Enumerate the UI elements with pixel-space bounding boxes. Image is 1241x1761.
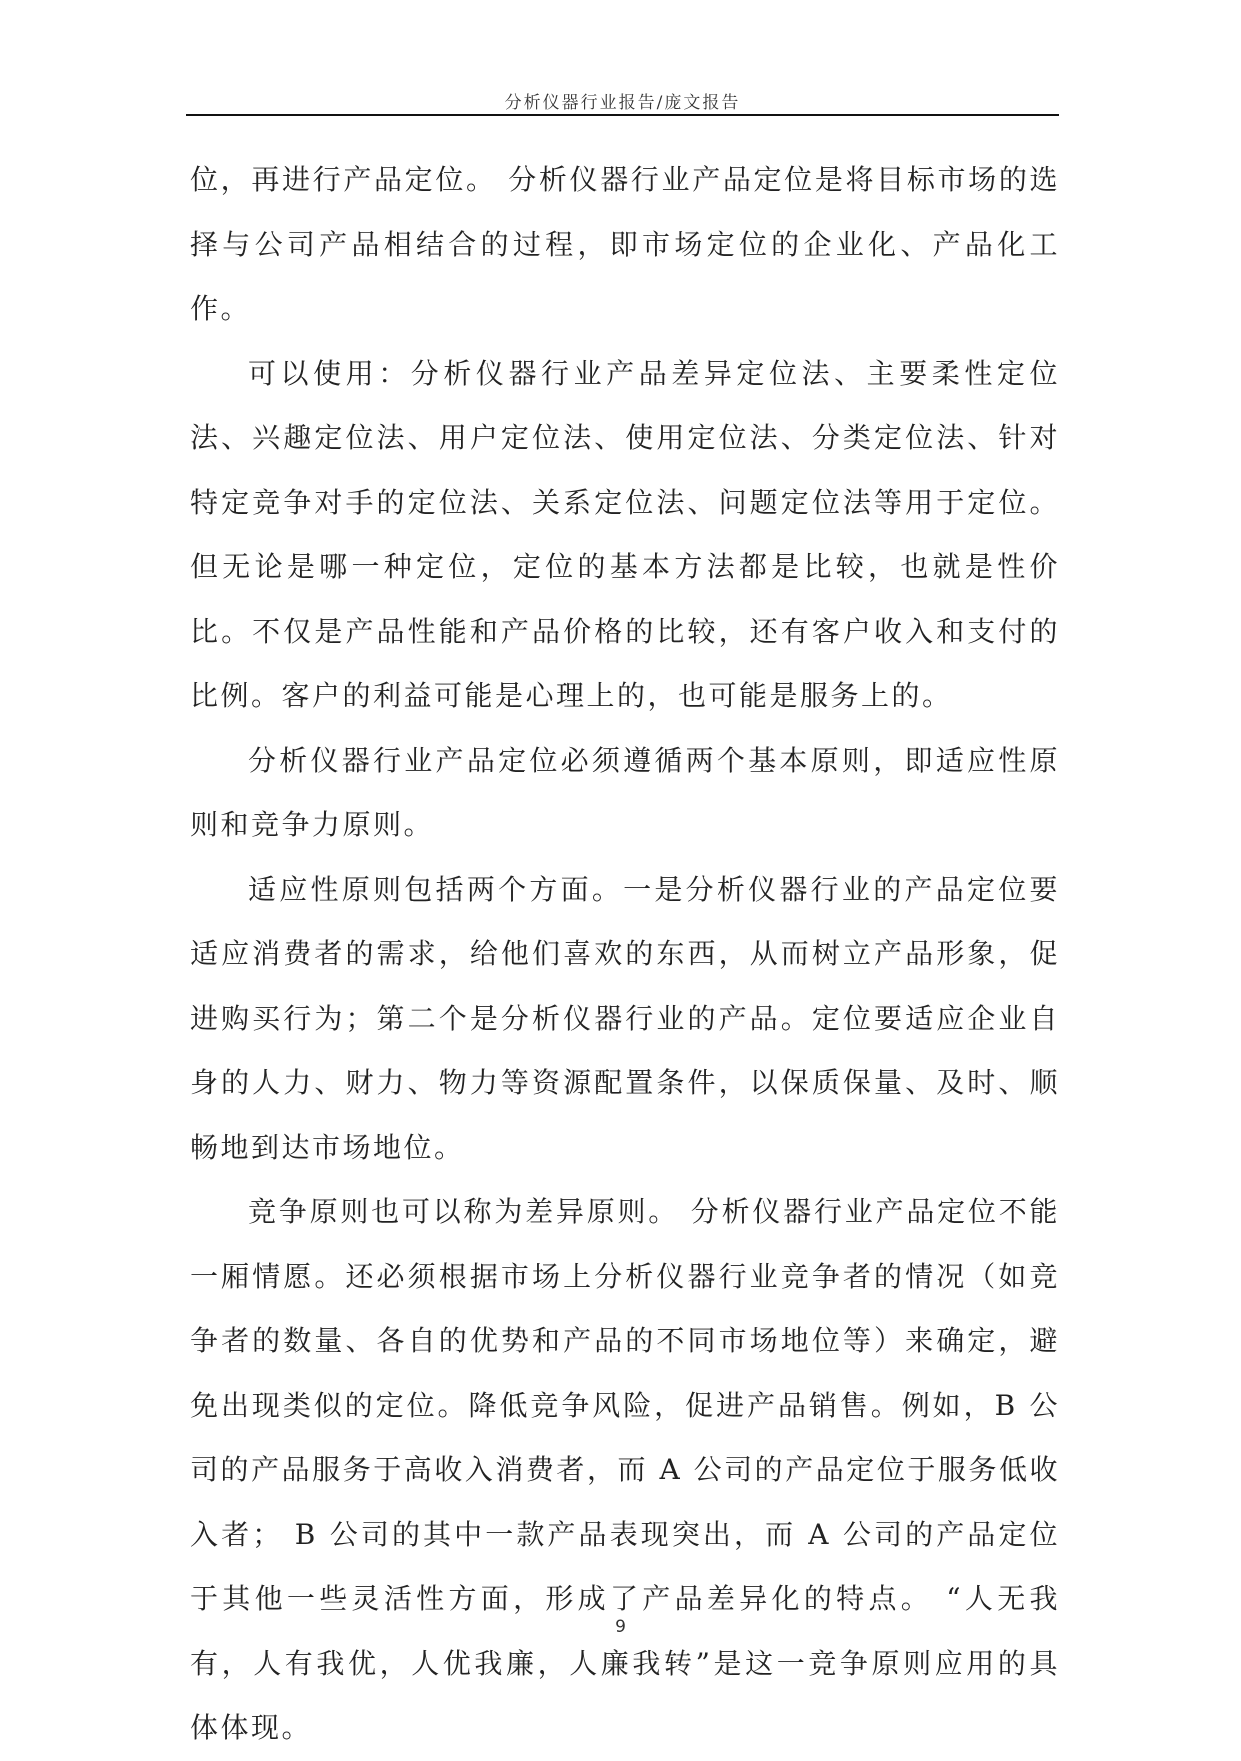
paragraph-adaptability-principle: 适应性原则包括两个方面。一是分析仪器行业的产品定位要适应消费者的需求，给他们喜欢的东西，从而树立产品形象，促进购买行为；第二个是分析仪器行业的产品。定位要适应企业自身的人力、财力、物力等资源配置条件，以保质保量、及时、顺畅地到达市场地位。: [190, 872, 1060, 1164]
header-divider: [186, 114, 1059, 116]
page-number: 9: [615, 1617, 626, 1637]
paragraph-positioning-methods: 可以使用：分析仪器行业产品差异定位法、主要柔性定位法、兴趣定位法、用户定位法、使用定位法、分类定位法、针对特定竞争对手的定位法、关系定位法、问题定位法等用于定位。但无论是哪一种定位，定位的基本方法都是比较，也就是性价比。不仅是产品性能和产品价格的比较，还有客户收入和支付的比例。客户的利益可能是心理上的，也可能是服务上的。: [190, 356, 1060, 712]
document-body: [190, 148, 1060, 1761]
running-header: 分析仪器行业报告/庞文报告: [504, 93, 741, 113]
paragraph-basic-principles: 分析仪器行业产品定位必须遵循两个基本原则，即适应性原则和竞争力原则。: [190, 743, 1060, 841]
paragraph-competition-principle: 竞争原则也可以称为差异原则。 分析仪器行业产品定位不能一厢情愿。还必须根据市场上分析仪器行业竞争者的情况（如竞争者的数量、各自的优势和产品的不同市场地位等）来确定，避免出现类似的定位。降低竞争风险，促进产品销售。例如，B 公司的产品服务于高收入消费者，而 A 公司的产品定位于服务低收入者； B 公司的其中一款产品表现突出，而 A 公司的产品定位于其他一些灵活性方面，形成了产品差异化的特点。 “人无我有，人有我优，人优我廉，人廉我转”是这一竞争原则应用的具体体现。: [190, 1195, 1060, 1744]
paragraph-continued: 位，再进行产品定位。 分析仪器行业产品定位是将目标市场的选择与公司产品相结合的过程，即市场定位的企业化、产品化工作。: [190, 163, 1060, 325]
